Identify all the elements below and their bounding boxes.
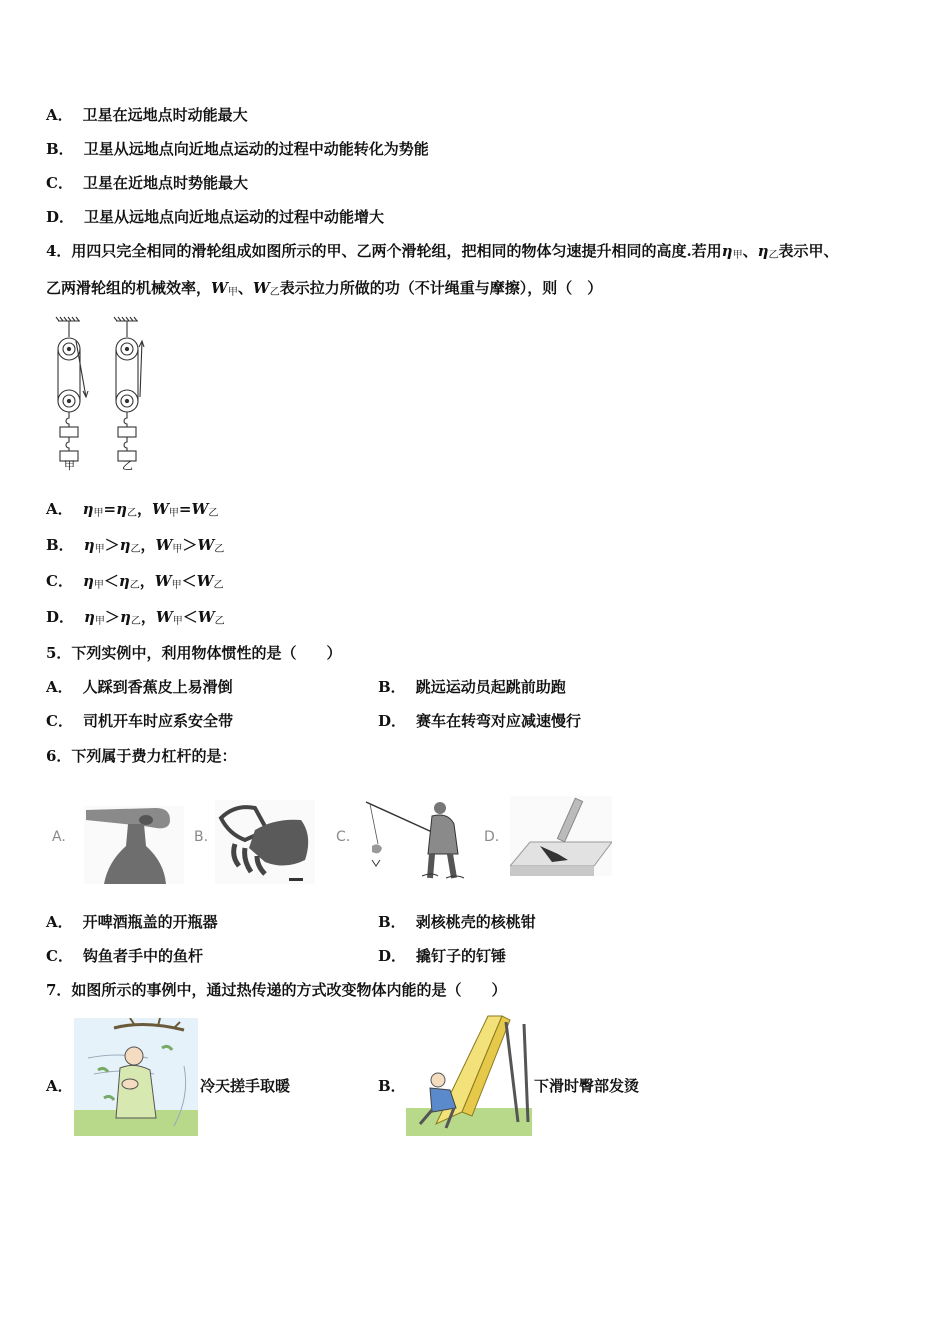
figure-caption-yi: 乙 (122, 459, 133, 472)
q3-option-b: B． 卫星从远地点向近地点运动的过程中动能转化为势能 (46, 140, 429, 158)
q6-option-c: C． 钩鱼者手中的鱼杆 (46, 947, 203, 965)
q3-option-c: C． 卫星在近地点时势能最大 (46, 174, 248, 192)
q4-stem-line1: 4．用四只完全相同的滑轮组成如图所示的甲、乙两个滑轮组，把相同的物体匀速提升相同的高度.若用$\eta_甲$、$\eta_乙$表示甲、 (46, 242, 839, 261)
q5-stem: 5．下列实例中，利用物体惯性的是（ ） (46, 644, 342, 662)
q5-option-a: A． 人踩到香蕉皮上易滑倒 (46, 678, 233, 696)
q6-pic-label-b: B. (194, 829, 209, 845)
fishing-rod-image (362, 798, 474, 882)
q4-option-d: D． $\eta_甲>\eta_乙$，$W_甲<W_乙$ (46, 608, 225, 627)
q7-option-b-letter: B． (378, 1077, 406, 1095)
q3-option-d: D． 卫星从远地点向近地点运动的过程中动能增大 (46, 208, 385, 226)
q4-option-c: C． $\eta_甲<\eta_乙$，$W_甲<W_乙$ (46, 572, 224, 591)
q6-pic-label-d: D. (484, 829, 500, 845)
q7-option-b-text: 下滑时臀部发烫 (534, 1077, 640, 1095)
q7-option-a-letter: A． (46, 1077, 73, 1095)
q3-option-a: A． 卫星在远地点时动能最大 (46, 106, 248, 124)
claw-hammer-image (510, 796, 612, 876)
q6-option-a: A． 开啤酒瓶盖的开瓶器 (46, 913, 218, 931)
q5-option-b: B． 跳远运动员起跳前助跑 (378, 678, 566, 696)
q4-stem-line2: 乙两滑轮组的机械效率，$W_甲$、$W_乙$表示拉力所做的功（不计绳重与摩擦），则（ ） (46, 279, 603, 298)
rubbing-hands-image (74, 1018, 198, 1136)
q6-pic-label-a: A. (52, 829, 66, 845)
slide-image (406, 1012, 532, 1136)
q7-stem: 7．如图所示的事例中，通过热传递的方式改变物体内能的是（ ） (46, 981, 507, 999)
q6-option-b: B． 剥核桃壳的核桃钳 (378, 913, 536, 931)
q5-option-c: C． 司机开车时应系安全带 (46, 712, 233, 730)
nutcracker-image (215, 800, 315, 884)
pulley-figure (48, 315, 148, 475)
q6-pic-label-c: C. (336, 829, 351, 845)
q6-stem: 6．下列属于费力杠杆的是： (46, 747, 237, 765)
q4-option-b: B． $\eta_甲>\eta_乙$，$W_甲>W_乙$ (46, 536, 225, 555)
q6-option-d: D． 撬钉子的钉锤 (378, 947, 507, 965)
q5-option-d: D． 赛车在转弯对应减速慢行 (378, 712, 582, 730)
bottle-opener-image (84, 806, 184, 884)
q7-option-a-text: 冷天搓手取暖 (200, 1077, 291, 1095)
q4-option-a: A． $\eta_甲=\eta_乙$，$W_甲=W_乙$ (46, 500, 219, 519)
figure-caption-jia: 甲 (64, 459, 75, 472)
